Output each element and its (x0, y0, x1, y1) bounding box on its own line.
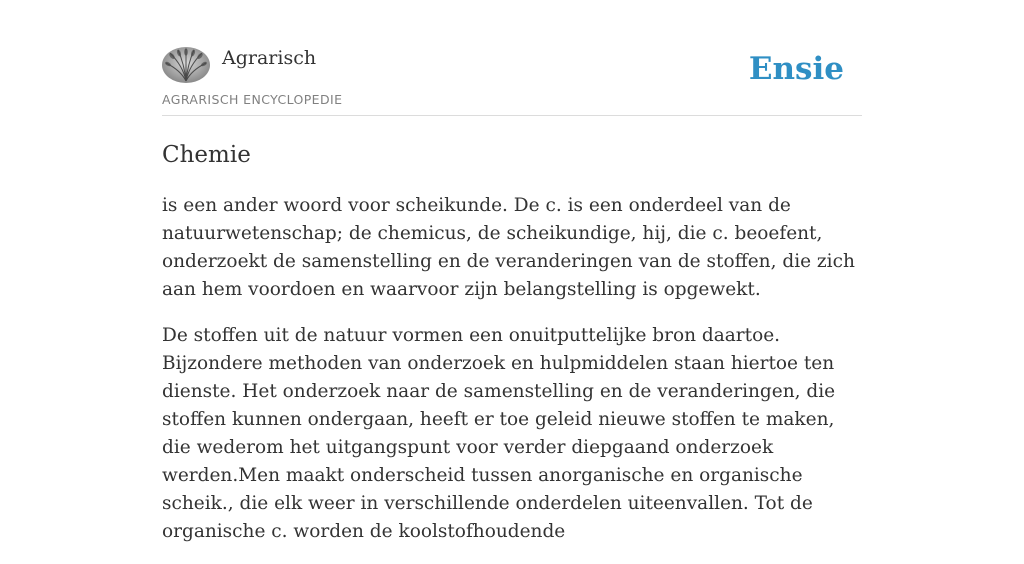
header (162, 0, 862, 116)
article-paragraph: is een ander woord voor scheikunde. De c. is een onderdeel van de natuurwetenschap; de chemicus, de scheikundige, hij, die c. beoefent, onderzoekt de samenstelling en de veranderingen van de stoffen, die zich aan hem voordoen en waarvoor zijn belangstelling is opgewekt. (162, 195, 855, 300)
article-paragraph: De stoffen uit de natuur vormen een onuitputtelijke bron daartoe. Bijzondere methoden van onderzoek en hulpmiddelen staan hiertoe ten dienste. Het onderzoek naar de samenstelling en de veranderingen, die stoffen kunnen ondergaan, heeft er toe geleid nieuwe stoffen te maken, die wederom het uitgangspunt voor verder diepgaand onderzoek werden.Men maakt onderscheid tussen anorganische en organische scheik., die elk weer in verschillende onderdelen uiteenvallen. Tot de organische c. worden de koolstofhoudende (162, 325, 836, 542)
wheat-sheaf-icon[interactable] (162, 47, 210, 83)
article-body (162, 192, 862, 564)
source-name[interactable]: Agrarisch (222, 47, 317, 69)
brand-logo[interactable]: Ensie (748, 51, 844, 87)
content-column (162, 0, 862, 542)
source-subtitle: AGRARISCH ENCYCLOPEDIE (162, 92, 343, 107)
article-title: Chemie (162, 142, 251, 168)
